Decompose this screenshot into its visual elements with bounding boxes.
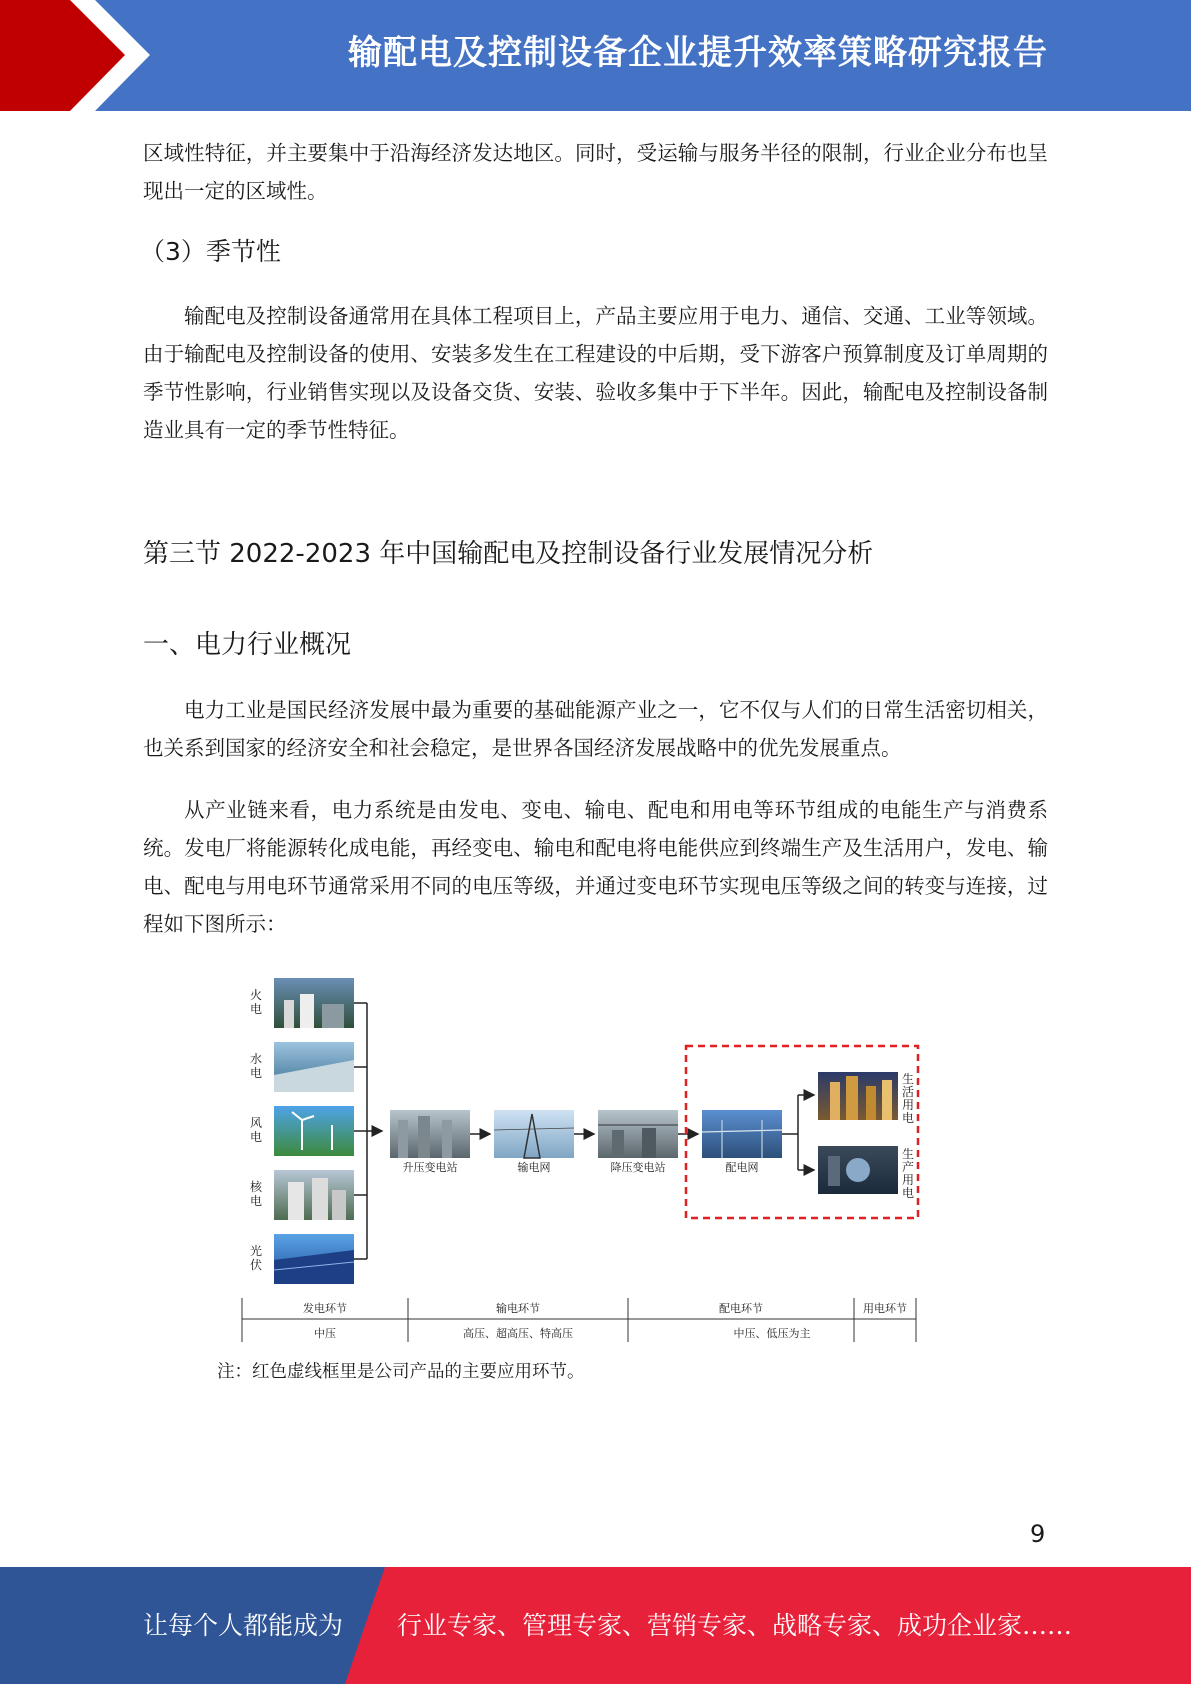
subsection-title: 一、电力行业概况 xyxy=(143,630,352,660)
source-bracket xyxy=(354,1003,382,1259)
thermal-power-image xyxy=(274,978,354,1028)
user-label-residential: 生活用电 xyxy=(902,1072,915,1125)
voltage-medium: 中压 xyxy=(314,1327,336,1340)
paragraph-regional: 区域性特征，并主要集中于沿海经济发达地区。同时，受运输与服务半径的限制，行业企业分布也呈现出一定的区域性。 xyxy=(143,141,1048,203)
hydro-power-image xyxy=(274,1042,354,1092)
source-label-wind: 风电 xyxy=(250,1116,263,1144)
source-label-hydro: 水电 xyxy=(250,1052,263,1080)
page-footer xyxy=(0,1567,1191,1684)
footer-slogan-left: 让每个人都能成为 xyxy=(143,1611,344,1640)
station-label-distribution: 配电网 xyxy=(725,1161,759,1174)
station-label-step-down: 降压变电站 xyxy=(610,1161,666,1174)
footer-slogan-right: 行业专家、管理专家、营销专家、战略专家、成功企业家…… xyxy=(397,1611,1073,1640)
wind-power-image xyxy=(274,1106,354,1156)
page-number: 9 xyxy=(1030,1520,1046,1548)
distribution-grid-image xyxy=(702,1110,782,1158)
nuclear-power-image xyxy=(274,1170,354,1220)
step-up-substation-image xyxy=(390,1110,470,1158)
voltage-medium-low: 中压、低压为主 xyxy=(733,1327,811,1340)
page-header xyxy=(0,0,1191,111)
segment-consumption: 用电环节 xyxy=(863,1302,907,1315)
figure-note: 注：红色虚线框里是公司产品的主要应用环节。 xyxy=(217,1362,585,1382)
segment-transmission: 输电环节 xyxy=(496,1302,540,1315)
section-title: 第三节 2022-2023 年中国输配电及控制设备行业发展情况分析 xyxy=(143,539,874,569)
source-label-nuclear: 核电 xyxy=(250,1180,263,1208)
source-label-thermal: 火电 xyxy=(250,988,263,1016)
industrial-use-image xyxy=(818,1146,898,1194)
heading-seasonality: （3）季节性 xyxy=(140,237,281,266)
residential-use-image xyxy=(818,1072,898,1120)
paragraph-seasonality: 输配电及控制设备通常用在具体工程项目上，产品主要应用于电力、通信、交通、工业等领域。由于输配电及控制设备的使用、安装多发生在工程建设的中后期，受下游客户预算制度及订单周期的季节性影响，行业销售实现以及设备交货、安装、验收多集中于下半年。因此，输配电及控制设备制造业具有一定的季节性特征。 xyxy=(143,304,1048,442)
station-label-transmission: 输电网 xyxy=(517,1161,551,1174)
power-chain-diagram xyxy=(232,970,932,1390)
segment-generation: 发电环节 xyxy=(303,1302,347,1315)
paragraph-power-industry: 电力工业是国民经济发展中最为重要的基础能源产业之一，它不仅与人们的日常生活密切相关，也关系到国家的经济安全和社会稳定，是世界各国经济发展战略中的优先发展重点。 xyxy=(143,698,1048,760)
paragraph-power-chain: 从产业链来看，电力系统是由发电、变电、输电、配电和用电等环节组成的电能生产与消费系统。发电厂将能源转化成电能，再经变电、输电和配电将电能供应到终端生产及生活用户，发电、输电、配电与用电环节通常采用不同的电压等级，并通过变电环节实现电压等级之间的转变与连接，过程如下图所示： xyxy=(143,798,1048,936)
station-label-step-up: 升压变电站 xyxy=(402,1161,458,1174)
report-title: 输配电及控制设备企业提升效率策略研究报告 xyxy=(348,33,1048,73)
segment-distribution: 配电环节 xyxy=(719,1302,763,1315)
transmission-grid-image xyxy=(494,1110,574,1158)
voltage-high: 高压、超高压、特高压 xyxy=(463,1327,573,1340)
step-down-substation-image xyxy=(598,1110,678,1158)
solar-power-image xyxy=(274,1234,354,1284)
source-label-solar: 光伏 xyxy=(250,1244,263,1272)
user-label-industrial: 生产用电 xyxy=(902,1147,915,1200)
